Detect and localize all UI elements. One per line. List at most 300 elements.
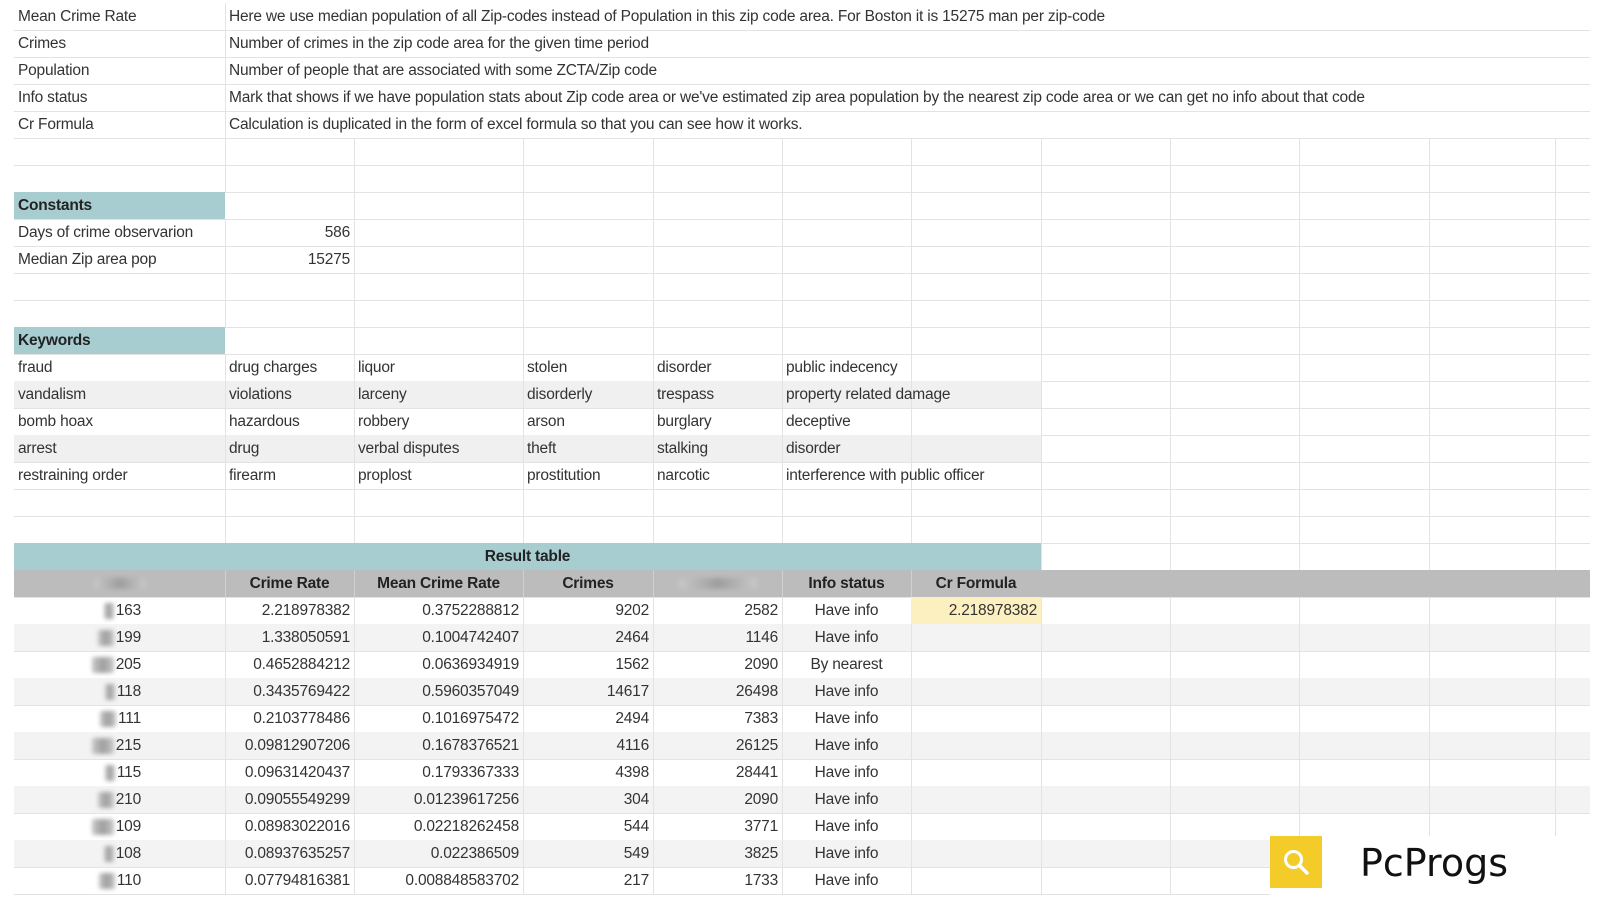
grid-divider — [1429, 354, 1430, 381]
definition-text[interactable]: Number of people that are associated with some ZCTA/Zip code — [229, 62, 657, 79]
cr-formula-cell[interactable] — [911, 732, 1041, 759]
grid-divider — [1555, 300, 1556, 327]
definition-row — [14, 84, 1590, 112]
mean-crime-rate-cell[interactable]: 0.1793367333 — [422, 764, 519, 781]
grid-divider — [653, 300, 654, 327]
grid-divider — [1170, 489, 1171, 516]
grid-divider — [1429, 732, 1430, 759]
grid-divider — [1170, 435, 1171, 462]
grid-divider — [1555, 165, 1556, 192]
info-status-cell[interactable]: Have info — [814, 629, 879, 646]
info-status-cell[interactable]: Have info — [814, 764, 879, 781]
grid-divider — [523, 327, 524, 354]
grid-divider — [1555, 705, 1556, 732]
info-status-cell[interactable]: Have info — [814, 602, 879, 619]
grid-divider — [1170, 840, 1171, 867]
zip-suffix: 109 — [115, 818, 141, 835]
keyword-cell[interactable]: property related damage — [786, 386, 951, 403]
grid-divider — [1429, 192, 1430, 219]
grid-divider — [354, 246, 355, 273]
grid-divider — [653, 192, 654, 219]
crime-rate-cell[interactable]: 1.338050591 — [261, 629, 350, 646]
population-column-header[interactable] — [653, 570, 782, 597]
constants-header[interactable]: Constants — [14, 192, 225, 219]
keyword-cell[interactable]: violations — [229, 386, 292, 403]
grid-divider — [1429, 516, 1430, 543]
crimes-cell[interactable]: 14617 — [606, 683, 649, 700]
keyword-cell[interactable]: drug charges — [229, 359, 318, 376]
grid-divider — [1555, 192, 1556, 219]
cr-formula-cell[interactable] — [911, 678, 1041, 705]
grid-divider — [1170, 624, 1171, 651]
info-status-cell[interactable]: Have info — [814, 791, 879, 808]
zip-cell[interactable] — [14, 786, 145, 813]
mean-crime-rate-header[interactable]: Mean Crime Rate — [377, 575, 500, 592]
grid-divider — [653, 516, 654, 543]
crimes-cell[interactable]: 544 — [623, 818, 649, 835]
grid-divider — [1041, 273, 1042, 300]
redacted-header-mark — [679, 578, 757, 589]
grid-divider — [1555, 273, 1556, 300]
keyword-cell[interactable]: stalking — [657, 440, 708, 457]
grid-divider — [911, 165, 912, 192]
keyword-cell[interactable]: drug — [229, 440, 260, 457]
brand-watermark — [1270, 836, 1600, 900]
grid-divider — [1170, 678, 1171, 705]
grid-divider — [523, 219, 524, 246]
grid-divider — [1299, 651, 1300, 678]
grid-divider — [1429, 705, 1430, 732]
grid-divider — [911, 192, 912, 219]
population-cell[interactable]: 1733 — [744, 872, 778, 889]
search-icon — [1281, 847, 1311, 877]
zip-cell[interactable] — [14, 705, 145, 732]
redacted-header-mark — [94, 578, 146, 589]
brand-name: PcProgs — [1360, 841, 1509, 885]
result-header-row — [14, 570, 1590, 598]
crime-rate-cell[interactable]: 2.218978382 — [261, 602, 350, 619]
grid-divider — [782, 165, 783, 192]
cr-formula-cell[interactable] — [911, 813, 1041, 840]
constant-row — [14, 246, 1590, 274]
population-cell[interactable]: 26125 — [735, 737, 778, 754]
grid-divider — [354, 165, 355, 192]
keyword-cell[interactable]: prostitution — [527, 467, 601, 484]
crime-rate-header[interactable]: Crime Rate — [249, 575, 330, 592]
population-cell[interactable]: 2582 — [744, 602, 778, 619]
redacted-zip-prefix — [105, 765, 115, 781]
constant-value[interactable]: 586 — [324, 224, 350, 241]
keyword-cell[interactable]: larceny — [358, 386, 407, 403]
definition-text[interactable]: Here we use median population of all Zip-codes instead of Population in this zip code area. For Boston it is 15275 man per zip-code — [229, 8, 1105, 25]
grid-divider — [1299, 327, 1300, 354]
spreadsheet — [14, 3, 1590, 900]
keyword-cell[interactable]: burglary — [657, 413, 712, 430]
definition-row — [14, 3, 1590, 31]
grid-divider — [1170, 651, 1171, 678]
grid-divider — [1041, 543, 1042, 570]
keyword-cell[interactable]: deceptive — [786, 413, 851, 430]
crimes-cell[interactable]: 2494 — [615, 710, 649, 727]
redacted-zip-prefix — [98, 792, 114, 808]
population-cell[interactable]: 7383 — [744, 710, 778, 727]
grid-divider — [354, 273, 355, 300]
grid-divider — [1041, 489, 1042, 516]
mean-crime-rate-cell[interactable]: 0.02218262458 — [413, 818, 519, 835]
zip-suffix: 163 — [115, 602, 141, 619]
grid-divider — [1429, 381, 1430, 408]
grid-divider — [1041, 624, 1042, 651]
grid-divider — [1429, 219, 1430, 246]
grid-divider — [1429, 138, 1430, 165]
keyword-cell[interactable]: fraud — [18, 359, 53, 376]
grid-divider — [1041, 786, 1042, 813]
crime-rate-cell[interactable]: 0.09055549299 — [244, 791, 350, 808]
cr-formula-cell[interactable] — [911, 759, 1041, 786]
keyword-cell[interactable]: bomb hoax — [18, 413, 93, 430]
cr-formula-cell[interactable] — [911, 840, 1041, 867]
constant-value[interactable]: 15275 — [307, 251, 350, 268]
zip-cell[interactable] — [14, 678, 145, 705]
constant-label[interactable]: Median Zip area pop — [18, 251, 157, 268]
grid-divider — [1429, 246, 1430, 273]
grid-divider — [354, 300, 355, 327]
grid-divider — [1429, 597, 1430, 624]
info-status-cell[interactable]: Have info — [814, 845, 879, 862]
grid-divider — [1299, 246, 1300, 273]
redacted-zip-prefix — [99, 873, 115, 889]
crime-rate-cell[interactable]: 0.08983022016 — [244, 818, 350, 835]
definition-row — [14, 30, 1590, 58]
zip-cell[interactable] — [14, 813, 145, 840]
definition-term[interactable]: Cr Formula — [18, 116, 94, 133]
grid-divider — [1170, 813, 1171, 840]
grid-divider — [354, 327, 355, 354]
grid-divider — [1429, 624, 1430, 651]
keyword-cell[interactable]: arson — [527, 413, 565, 430]
grid-divider — [1041, 678, 1042, 705]
cr-formula-cell[interactable] — [911, 867, 1041, 894]
grid-divider — [1170, 516, 1171, 543]
info-status-cell[interactable]: Have info — [814, 818, 879, 835]
cr-formula-cell[interactable] — [911, 786, 1041, 813]
zip-suffix: 115 — [116, 764, 141, 781]
grid-divider — [1299, 759, 1300, 786]
grid-divider — [1041, 651, 1042, 678]
mean-crime-rate-cell[interactable]: 0.0636934919 — [422, 656, 519, 673]
definition-text[interactable]: Mark that shows if we have population stats about Zip code area or we've estimated zip area population by the nearest zip code area or we can get no info about that code — [229, 89, 1365, 106]
blank-row — [14, 273, 1590, 301]
zip-suffix: 111 — [118, 710, 141, 727]
zip-cell[interactable] — [14, 651, 145, 678]
result-table-row — [14, 786, 1590, 814]
keyword-cell[interactable]: restraining order — [18, 467, 128, 484]
cr-formula-header[interactable]: Cr Formula — [935, 575, 1017, 592]
mean-crime-rate-cell[interactable]: 0.01239617256 — [413, 791, 519, 808]
redacted-zip-prefix — [98, 630, 114, 646]
grid-divider — [911, 219, 912, 246]
keyword-cell[interactable]: narcotic — [657, 467, 710, 484]
grid-divider — [523, 489, 524, 516]
grid-divider — [1555, 435, 1556, 462]
grid-divider — [1041, 300, 1042, 327]
grid-divider — [1170, 138, 1171, 165]
result-table-row — [14, 651, 1590, 679]
grid-divider — [1041, 138, 1042, 165]
population-cell[interactable]: 26498 — [735, 683, 778, 700]
grid-divider — [1041, 165, 1042, 192]
definition-term[interactable]: Mean Crime Rate — [18, 8, 137, 25]
grid-divider — [225, 516, 226, 543]
grid-divider — [653, 246, 654, 273]
grid-divider — [653, 489, 654, 516]
zip-cell[interactable] — [14, 624, 145, 651]
info-status-header[interactable]: Info status — [808, 575, 885, 592]
grid-divider — [1299, 732, 1300, 759]
crime-rate-cell[interactable]: 0.09631420437 — [244, 764, 350, 781]
grid-divider — [1041, 516, 1042, 543]
crime-rate-cell[interactable]: 0.09812907206 — [244, 737, 350, 754]
zip-suffix: 199 — [115, 629, 141, 646]
grid-divider — [1170, 165, 1171, 192]
mean-crime-rate-cell[interactable]: 0.3752288812 — [422, 602, 519, 619]
definition-term[interactable]: Population — [18, 62, 90, 79]
crimes-cell[interactable]: 4398 — [615, 764, 649, 781]
grid-divider — [1170, 408, 1171, 435]
crimes-cell[interactable]: 4116 — [616, 737, 649, 754]
grid-divider — [911, 516, 912, 543]
population-cell[interactable]: 3771 — [744, 818, 778, 835]
definition-row — [14, 57, 1590, 85]
population-cell[interactable]: 3825 — [744, 845, 778, 862]
zip-suffix: 215 — [115, 737, 141, 754]
mean-crime-rate-cell[interactable]: 0.008848583702 — [405, 872, 519, 889]
definition-row — [14, 111, 1590, 139]
grid-divider — [1429, 759, 1430, 786]
grid-divider — [1041, 840, 1042, 867]
crimes-cell[interactable]: 2464 — [615, 629, 649, 646]
mean-crime-rate-cell[interactable]: 0.1016975472 — [422, 710, 519, 727]
keyword-cell[interactable]: robbery — [358, 413, 410, 430]
grid-divider — [1299, 462, 1300, 489]
cr-formula-cell[interactable] — [911, 624, 1041, 651]
grid-divider — [1170, 597, 1171, 624]
crime-rate-cell[interactable]: 0.4652884212 — [253, 656, 350, 673]
grid-divider — [1299, 489, 1300, 516]
mean-crime-rate-cell[interactable]: 0.5960357049 — [422, 683, 519, 700]
definition-term[interactable]: Crimes — [18, 35, 66, 52]
keyword-cell[interactable]: theft — [527, 440, 557, 457]
result-table-row — [14, 624, 1590, 652]
grid-divider — [782, 138, 783, 165]
redacted-zip-prefix — [104, 603, 114, 619]
grid-divider — [653, 273, 654, 300]
redacted-zip-prefix — [105, 684, 115, 700]
grid-divider — [1041, 705, 1042, 732]
grid-divider — [1299, 597, 1300, 624]
zip-cell[interactable] — [14, 732, 145, 759]
grid-divider — [1170, 705, 1171, 732]
grid-divider — [1555, 381, 1556, 408]
grid-divider — [1429, 651, 1430, 678]
grid-divider — [225, 138, 226, 165]
crimes-cell[interactable]: 549 — [623, 845, 649, 862]
grid-divider — [1429, 408, 1430, 435]
keyword-cell[interactable]: disorder — [657, 359, 712, 376]
grid-divider — [1041, 462, 1042, 489]
definition-term[interactable]: Info status — [18, 89, 88, 106]
grid-divider — [1555, 354, 1556, 381]
zip-cell[interactable] — [14, 759, 145, 786]
zip-column-header[interactable] — [14, 570, 225, 597]
keyword-cell[interactable]: vandalism — [18, 386, 86, 403]
grid-divider — [1299, 705, 1300, 732]
grid-divider — [1299, 624, 1300, 651]
grid-divider — [354, 489, 355, 516]
grid-divider — [523, 246, 524, 273]
population-cell[interactable]: 2090 — [744, 656, 778, 673]
cr-formula-cell[interactable] — [911, 651, 1041, 678]
grid-divider — [782, 327, 783, 354]
grid-divider — [1555, 219, 1556, 246]
keyword-cell[interactable]: public indecency — [786, 359, 898, 376]
grid-divider — [1299, 678, 1300, 705]
population-cell[interactable]: 28441 — [735, 764, 778, 781]
cr-formula-cell[interactable]: 2.218978382 — [911, 597, 1041, 624]
crimes-header[interactable]: Crimes — [562, 575, 614, 592]
grid-divider — [911, 354, 912, 381]
constants-header-row — [14, 192, 1590, 220]
grid-divider — [782, 516, 783, 543]
zip-cell[interactable] — [14, 840, 145, 867]
crime-rate-cell[interactable]: 0.08937635257 — [244, 845, 350, 862]
grid-divider — [911, 246, 912, 273]
keyword-cell[interactable]: proplost — [358, 467, 412, 484]
grid-divider — [225, 165, 226, 192]
result-table-row — [14, 732, 1590, 760]
keyword-cell[interactable]: firearm — [229, 467, 276, 484]
result-table-row — [14, 597, 1590, 625]
grid-divider — [1170, 867, 1171, 894]
grid-divider — [1555, 597, 1556, 624]
definition-text[interactable]: Number of crimes in the zip code area for the given time period — [229, 35, 649, 52]
grid-divider — [1041, 597, 1042, 624]
grid-divider — [354, 138, 355, 165]
cr-formula-cell[interactable] — [911, 705, 1041, 732]
blank-row — [14, 489, 1590, 517]
crime-rate-cell[interactable]: 0.07794816381 — [244, 872, 350, 889]
crimes-cell[interactable]: 304 — [623, 791, 649, 808]
grid-divider — [1170, 300, 1171, 327]
mean-crime-rate-cell[interactable]: 0.1004742407 — [422, 629, 519, 646]
grid-divider — [1429, 543, 1430, 570]
grid-divider — [782, 192, 783, 219]
crimes-cell[interactable]: 9202 — [615, 602, 649, 619]
info-status-cell[interactable]: Have info — [814, 737, 879, 754]
grid-divider — [1429, 489, 1430, 516]
grid-divider — [1170, 462, 1171, 489]
zip-suffix: 210 — [115, 791, 141, 808]
grid-divider — [1299, 354, 1300, 381]
zip-cell[interactable] — [14, 867, 145, 894]
blank-row — [14, 300, 1590, 328]
population-cell[interactable]: 2090 — [744, 791, 778, 808]
crimes-cell[interactable]: 217 — [623, 872, 649, 889]
mean-crime-rate-cell[interactable]: 0.1678376521 — [422, 737, 519, 754]
keywords-header[interactable]: Keywords — [14, 327, 225, 354]
zip-suffix: 118 — [116, 683, 141, 700]
population-cell[interactable]: 1146 — [745, 629, 778, 646]
grid-divider — [1429, 300, 1430, 327]
definition-text[interactable]: Calculation is duplicated in the form of excel formula so that you can see how it works. — [229, 116, 803, 133]
keyword-cell[interactable]: trespass — [657, 386, 714, 403]
grid-divider — [1429, 786, 1430, 813]
redacted-zip-prefix — [92, 657, 114, 673]
mean-crime-rate-cell[interactable]: 0.022386509 — [430, 845, 519, 862]
keyword-cell[interactable]: disorderly — [527, 386, 593, 403]
keyword-cell[interactable]: arrest — [18, 440, 57, 457]
grid-divider — [1299, 219, 1300, 246]
keyword-cell[interactable]: hazardous — [229, 413, 300, 430]
crimes-cell[interactable]: 1562 — [615, 656, 649, 673]
grid-divider — [1299, 165, 1300, 192]
info-status-cell[interactable]: By nearest — [810, 656, 883, 673]
grid-divider — [653, 138, 654, 165]
keyword-cell[interactable]: interference with public officer — [786, 467, 985, 484]
grid-divider — [523, 165, 524, 192]
grid-divider — [1555, 489, 1556, 516]
keyword-row — [14, 381, 1590, 409]
constant-row — [14, 219, 1590, 247]
grid-divider — [911, 300, 912, 327]
crime-rate-cell[interactable]: 0.2103778486 — [253, 710, 350, 727]
info-status-cell[interactable]: Have info — [814, 683, 879, 700]
grid-divider — [1041, 381, 1042, 408]
grid-divider — [1041, 246, 1042, 273]
info-status-cell[interactable]: Have info — [814, 710, 879, 727]
grid-divider — [1170, 732, 1171, 759]
grid-divider — [1299, 273, 1300, 300]
grid-divider — [1429, 165, 1430, 192]
grid-divider — [1299, 192, 1300, 219]
constant-label[interactable]: Days of crime observarion — [18, 224, 194, 241]
keyword-cell[interactable]: disorder — [786, 440, 841, 457]
grid-divider — [1555, 543, 1556, 570]
crime-rate-cell[interactable]: 0.3435769422 — [253, 683, 350, 700]
grid-divider — [1041, 759, 1042, 786]
info-status-cell[interactable]: Have info — [814, 872, 879, 889]
grid-divider — [1041, 354, 1042, 381]
grid-divider — [1170, 219, 1171, 246]
grid-divider — [782, 300, 783, 327]
blank-row — [14, 165, 1590, 193]
grid-divider — [1041, 219, 1042, 246]
keyword-row — [14, 408, 1590, 436]
result-table-title[interactable]: Result table — [14, 543, 1041, 570]
grid-divider — [1041, 867, 1042, 894]
grid-divider — [782, 489, 783, 516]
keywords-header-row — [14, 327, 1590, 355]
zip-cell[interactable] — [14, 597, 145, 624]
zip-suffix: 205 — [115, 656, 141, 673]
keyword-cell[interactable]: liquor — [358, 359, 395, 376]
grid-divider — [1555, 138, 1556, 165]
keyword-cell[interactable]: verbal disputes — [358, 440, 460, 457]
result-table-row — [14, 705, 1590, 733]
keyword-cell[interactable]: stolen — [527, 359, 568, 376]
grid-divider — [1555, 624, 1556, 651]
grid-divider — [1170, 246, 1171, 273]
